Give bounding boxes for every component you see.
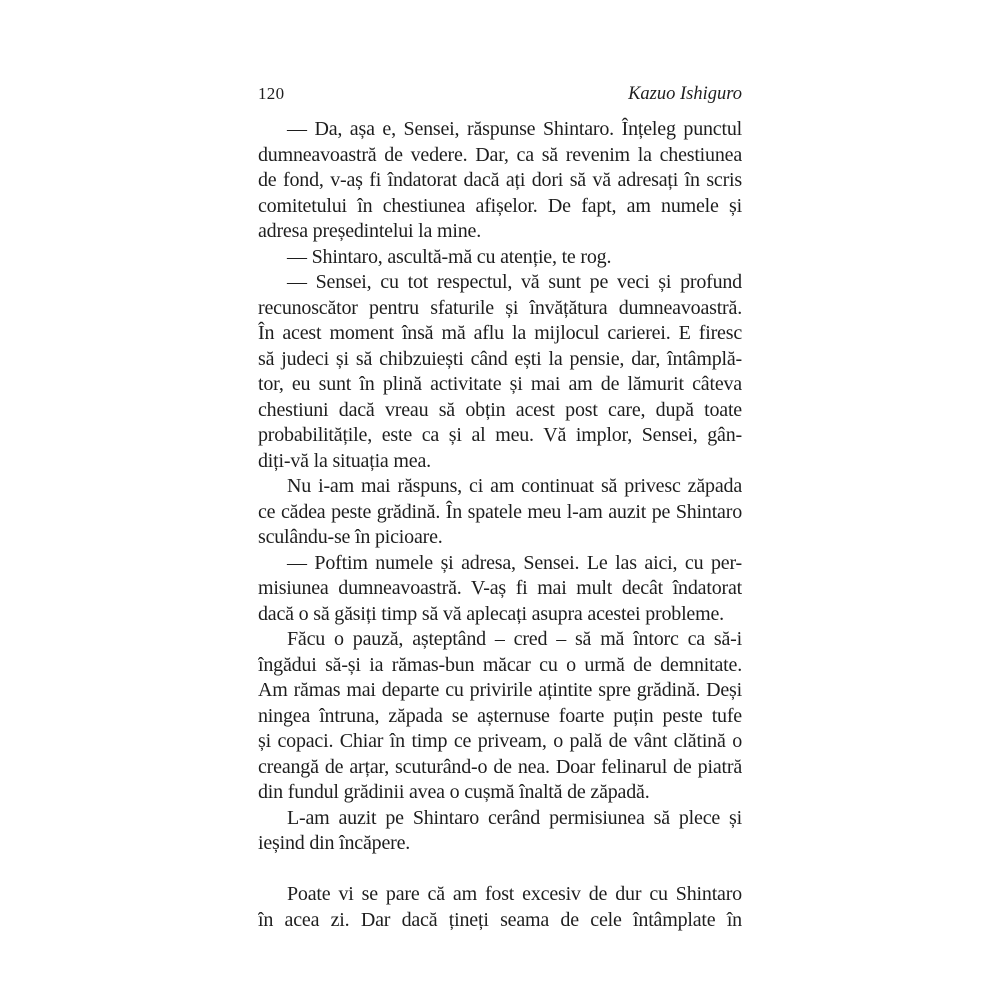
text-line: diți-vă la situația mea. <box>258 449 431 472</box>
text-line: în acea zi. Dar dacă țineți seama de cele întâmplate în <box>258 908 742 931</box>
text-line: ningea întruna, zăpada se așternuse foarte puțin peste tufe <box>258 704 742 727</box>
text-line: Nu i-am mai răspuns, ci am continuat să privesc zăpada <box>287 475 742 497</box>
text-block <box>258 117 742 933</box>
text-line: din fundul grădinii avea o cușmă înaltă de zăpadă. <box>258 781 650 803</box>
text-line: probabilitățile, este ca și al meu. Vă implor, Sensei, gân- <box>258 424 742 446</box>
text-line: — Sensei, cu tot respectul, vă sunt pe veci și profund <box>287 271 742 293</box>
text-line: comitetului în chestiunea afișelor. De fapt, am numele și <box>258 194 742 217</box>
text-line: tor, eu sunt în plină activitate și mai am de lămurit câteva <box>258 373 742 395</box>
text-line: — Da, așa e, Sensei, răspunse Shintaro. Înțeleg punctul <box>287 118 742 140</box>
text-line: adresa președintelui la mine. <box>258 220 481 242</box>
text-line: și copaci. Chiar în timp ce priveam, o pală de vânt clătină o <box>258 730 742 752</box>
text-line: dacă o să găsiți timp să vă aplecați asupra acestei probleme. <box>258 602 724 625</box>
text-line: În acest moment însă mă aflu la mijlocul carierei. E firesc <box>258 322 742 344</box>
text-line: — Poftim numele și adresa, Sensei. Le las aici, cu per- <box>287 551 742 574</box>
text-line: îngădui să-și ia rămas-bun măcar cu o urmă de demnitate. <box>258 653 742 676</box>
text-line: de fond, v-aș fi îndatorat dacă ați dori să vă adresați în scris <box>258 169 742 191</box>
text-line: Poate vi se pare că am fost excesiv de dur cu Shintaro <box>287 883 742 905</box>
text-line: L-am auzit pe Shintaro cerând permisiunea să plece și <box>287 806 742 829</box>
text-line: recunoscător pentru sfaturile și învățătura dumneavoastră. <box>258 296 742 319</box>
text-line: chestiuni dacă vreau să obțin acest post care, după toate <box>258 398 742 421</box>
text-line: dumneavoastră de vedere. Dar, ca să revenim la chestiunea <box>258 143 742 166</box>
text-line: misiunea dumneavoastră. V-aș fi mai mult decât îndatorat <box>258 577 742 599</box>
text-line: creangă de arțar, scuturând-o de nea. Doar felinarul de piatră <box>258 755 742 778</box>
running-title-author: Kazuo Ishiguro <box>628 84 742 104</box>
text-line: ce cădea peste grădină. În spatele meu l-am auzit pe Shintaro <box>258 500 742 523</box>
page-header <box>258 84 742 105</box>
text-line: ieșind din încăpere. <box>258 832 411 854</box>
text-line: Făcu o pauză, așteptând – cred – să mă întorc ca să-i <box>287 628 742 650</box>
text-line: — Shintaro, ascultă-mă cu atenție, te rog. <box>287 245 612 268</box>
text-line: Am rămas mai departe cu privirile ațintite spre grădină. Deși <box>258 679 742 701</box>
text-line: să judeci și să chibzuiești când ești la pensie, dar, întâmplă- <box>258 347 742 370</box>
page-number: 120 <box>258 84 285 103</box>
text-line: sculându-se în picioare. <box>258 526 443 548</box>
